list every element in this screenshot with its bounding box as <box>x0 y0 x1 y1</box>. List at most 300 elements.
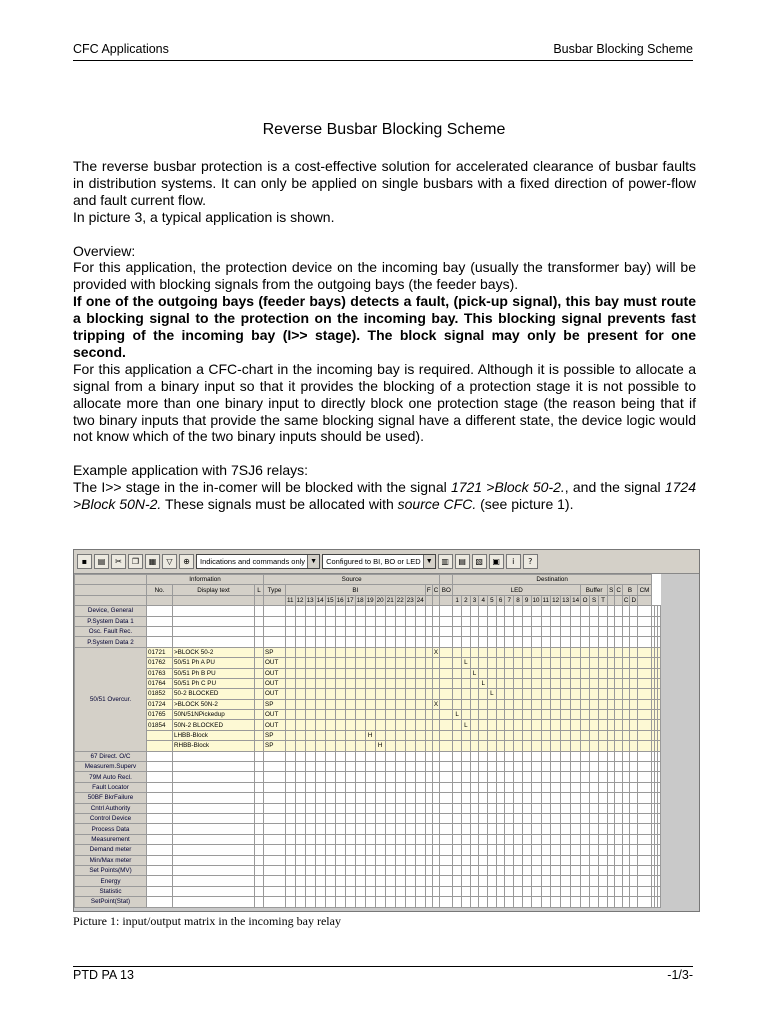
header-led-col: 9 <box>522 595 531 605</box>
matrix-cell <box>315 845 325 855</box>
matrix-cell <box>541 803 551 813</box>
matrix-cell <box>453 793 462 803</box>
header-led-col: 10 <box>532 596 540 604</box>
matrix-cell <box>453 762 462 772</box>
matrix-cell <box>315 710 325 720</box>
header-bi-col: 20 <box>376 596 384 604</box>
matrix-cell <box>615 813 623 823</box>
matrix-cell <box>630 886 638 896</box>
matrix-cell <box>514 678 523 688</box>
matrix-cell <box>147 834 173 844</box>
matrix-cell <box>496 689 505 699</box>
matrix-cell <box>581 658 590 668</box>
matrix-cell <box>385 637 395 647</box>
matrix-cell <box>432 845 440 855</box>
matrix-cell <box>514 886 523 896</box>
matrix-cell <box>658 616 661 626</box>
matrix-cell <box>147 606 173 616</box>
cut-icon[interactable]: ✂ <box>111 554 126 569</box>
matrix-cell <box>522 865 531 875</box>
matrix-cell <box>355 865 365 875</box>
matrix-cell <box>571 689 581 699</box>
matrix-cell <box>264 855 286 865</box>
matrix-cell <box>608 772 615 782</box>
matrix-cell <box>496 751 505 761</box>
header-led-col: 6 <box>496 595 505 605</box>
matrix-cell <box>541 689 551 699</box>
matrix-cell <box>255 803 264 813</box>
matrix-cell <box>432 772 440 782</box>
matrix-cell <box>551 699 561 709</box>
matrix-cell <box>630 793 638 803</box>
matrix-cell <box>622 813 630 823</box>
matrix-cell <box>470 710 479 720</box>
matrix-cell <box>375 813 385 823</box>
matrix-cell <box>385 886 395 896</box>
matrix-cell <box>173 803 255 813</box>
matrix-cell <box>173 855 255 865</box>
matrix-cell <box>638 865 652 875</box>
matrix-cell <box>522 824 531 834</box>
paste-icon[interactable]: ▦ <box>145 554 160 569</box>
matrix-cell <box>305 751 315 761</box>
matrix-cell <box>581 626 590 636</box>
configured-select[interactable]: Configured to BI, BO or LED ▼ <box>322 554 436 569</box>
matrix-cell <box>395 782 405 792</box>
matrix-cell <box>147 813 173 823</box>
matrix-cell <box>325 762 335 772</box>
matrix-cell <box>479 897 488 907</box>
matrix-cell <box>440 668 453 678</box>
matrix-cell <box>440 824 453 834</box>
matrix-cell <box>462 616 471 626</box>
matrix-cell <box>462 710 471 720</box>
matrix-cell <box>590 876 599 886</box>
table-icon[interactable]: ▤ <box>455 554 470 569</box>
header-led-col: 13 <box>562 596 570 604</box>
header-led-col: 1 <box>453 595 462 605</box>
matrix-cell <box>496 720 505 730</box>
matrix-cell <box>479 845 488 855</box>
matrix-cell <box>264 793 286 803</box>
matrix-cell <box>345 865 355 875</box>
matrix-cell <box>440 678 453 688</box>
matrix-cell <box>581 699 590 709</box>
matrix-cell <box>395 710 405 720</box>
matrix-cell <box>295 897 305 907</box>
matrix-cell <box>496 845 505 855</box>
matrix-cell <box>551 678 561 688</box>
matrix-cell <box>335 720 345 730</box>
matrix-cell <box>658 834 661 844</box>
signal-type: OUT <box>264 678 286 688</box>
print-icon[interactable]: ▤ <box>94 554 109 569</box>
matrix-cell: L <box>479 678 488 688</box>
matrix-cell <box>286 813 296 823</box>
matrix-cell <box>286 865 296 875</box>
matrix-cell <box>488 606 497 616</box>
indications-select[interactable]: Indications and commands only ▼ <box>196 554 320 569</box>
header-bi-col: 12 <box>296 596 304 604</box>
matrix-cell <box>615 886 623 896</box>
matrix-cell <box>581 865 590 875</box>
matrix-cell <box>608 897 615 907</box>
matrix-cell <box>325 658 335 668</box>
matrix-cell <box>173 845 255 855</box>
matrix-cell <box>375 803 385 813</box>
header-bi-col: 23 <box>406 596 414 604</box>
matrix-cell <box>425 824 432 834</box>
matrix-cell <box>415 782 425 792</box>
matrix-cell <box>496 897 505 907</box>
matrix-cell <box>453 668 462 678</box>
matrix-cell <box>599 824 608 834</box>
matrix-cell <box>571 772 581 782</box>
matrix-cell <box>286 824 296 834</box>
matrix-cell <box>581 606 590 616</box>
matrix-cell <box>622 637 630 647</box>
matrix-cell <box>571 855 581 865</box>
matrix-cell <box>355 751 365 761</box>
matrix-cell <box>173 626 255 636</box>
matrix-cell <box>599 813 608 823</box>
matrix-cell <box>599 710 608 720</box>
properties-icon[interactable]: ▣ <box>489 554 504 569</box>
matrix-cell <box>453 616 462 626</box>
matrix-cell <box>415 855 425 865</box>
matrix-cell <box>147 793 173 803</box>
matrix-cell <box>415 606 425 616</box>
matrix-cell <box>479 626 488 636</box>
matrix-cell <box>630 782 638 792</box>
matrix-cell <box>355 803 365 813</box>
matrix-cell <box>496 678 505 688</box>
matrix-cell <box>638 720 652 730</box>
matrix-cell <box>325 678 335 688</box>
matrix-cell <box>453 876 462 886</box>
matrix-cell <box>470 834 479 844</box>
matrix-cell <box>531 616 541 626</box>
matrix-cell <box>551 606 561 616</box>
matrix-cell <box>315 741 325 751</box>
matrix-cell <box>173 637 255 647</box>
matrix-cell <box>505 886 514 896</box>
matrix-cell <box>325 751 335 761</box>
matrix-cell <box>315 658 325 668</box>
grid-icon[interactable]: ▥ <box>438 554 453 569</box>
matrix-cell <box>432 626 440 636</box>
matrix-cell <box>470 751 479 761</box>
matrix-cell <box>522 751 531 761</box>
header-blank <box>255 595 264 605</box>
matrix-cell <box>286 803 296 813</box>
matrix-cell <box>551 751 561 761</box>
matrix-cell <box>488 845 497 855</box>
matrix-cell <box>514 834 523 844</box>
matrix-cell <box>505 813 514 823</box>
matrix-cell <box>385 606 395 616</box>
matrix-cell <box>415 813 425 823</box>
filter-icon[interactable]: ▽ <box>162 554 177 569</box>
matrix-cell <box>590 803 599 813</box>
matrix-cell <box>375 855 385 865</box>
matrix-cell <box>395 772 405 782</box>
signal-l <box>255 658 264 668</box>
matrix-cell <box>551 710 561 720</box>
matrix-cell <box>541 813 551 823</box>
signal-display-text: 50/51 Ph C PU <box>173 678 255 688</box>
matrix-cell <box>505 668 514 678</box>
matrix-cell <box>264 824 286 834</box>
matrix-cell <box>375 606 385 616</box>
matrix-cell <box>479 658 488 668</box>
matrix-cell <box>514 699 523 709</box>
matrix-cell <box>514 876 523 886</box>
matrix-cell <box>335 803 345 813</box>
matrix-cell <box>462 876 471 886</box>
matrix-cell <box>571 678 581 688</box>
matrix-cell <box>615 616 623 626</box>
matrix-cell <box>365 710 375 720</box>
matrix-cell <box>432 606 440 616</box>
matrix-cell <box>415 793 425 803</box>
save-icon[interactable]: ▪ <box>77 554 92 569</box>
matrix-cell <box>630 855 638 865</box>
matrix-cell <box>345 699 355 709</box>
matrix-cell <box>432 876 440 886</box>
matrix-cell: L <box>462 658 471 668</box>
matrix-cell <box>608 886 615 896</box>
matrix-cell <box>622 824 630 834</box>
matrix-cell <box>638 855 652 865</box>
matrix-cell <box>599 751 608 761</box>
matrix-cell <box>315 865 325 875</box>
matrix-cell <box>581 647 590 657</box>
matrix-cell <box>479 782 488 792</box>
matrix-cell <box>425 606 432 616</box>
matrix-cell <box>658 730 661 740</box>
matrix-cell <box>425 865 432 875</box>
columns-icon[interactable]: ▧ <box>472 554 487 569</box>
matrix-cell <box>615 606 623 616</box>
matrix-cell <box>405 741 415 751</box>
matrix-cell <box>365 751 375 761</box>
info-icon[interactable]: i <box>506 554 521 569</box>
group-label: Demand meter <box>75 845 147 855</box>
matrix-cell <box>173 616 255 626</box>
matrix-cell <box>375 658 385 668</box>
matrix-cell <box>531 855 541 865</box>
matrix-cell <box>395 637 405 647</box>
matrix-cell <box>375 876 385 886</box>
matrix-cell <box>425 720 432 730</box>
matrix-cell <box>425 626 432 636</box>
matrix-cell <box>325 855 335 865</box>
matrix-cell <box>375 886 385 896</box>
signal-l <box>255 730 264 740</box>
matrix-cell <box>541 606 551 616</box>
paragraph-cfc: For this application a CFC-chart in the incoming bay is required. Although it is possible to allocate a signal from a binary input so that it provides the blocking of a protection stage it is not possible to allocate more than one binary input to directly block one protection stage (the reason being that if two binary inputs that provide the same blocking signal have a different state, the device logic would not know which of the two binary inputs should be used). <box>73 360 696 445</box>
matrix-cell <box>385 772 395 782</box>
matrix-cell <box>590 865 599 875</box>
matrix-cell <box>658 865 661 875</box>
matrix-cell <box>365 616 375 626</box>
matrix-cell <box>608 699 615 709</box>
matrix-cell <box>286 647 296 657</box>
matrix-cell <box>638 616 652 626</box>
matrix-cell <box>305 793 315 803</box>
zoom-icon[interactable]: ⊕ <box>179 554 194 569</box>
signal-l <box>255 678 264 688</box>
matrix-cell <box>488 730 497 740</box>
matrix-cell <box>571 803 581 813</box>
matrix-cell <box>658 710 661 720</box>
matrix-cell <box>345 782 355 792</box>
matrix-cell <box>440 803 453 813</box>
matrix-cell <box>453 813 462 823</box>
signal-number: 01762 <box>147 658 173 668</box>
matrix-cell <box>470 699 479 709</box>
matrix-cell <box>479 720 488 730</box>
matrix-cell <box>295 876 305 886</box>
matrix-cell <box>365 803 375 813</box>
header-cd-col: C <box>623 596 629 604</box>
matrix-cell <box>415 699 425 709</box>
matrix-cell <box>355 710 365 720</box>
matrix-cell <box>522 699 531 709</box>
matrix-cell <box>440 762 453 772</box>
matrix-cell <box>355 834 365 844</box>
matrix-cell <box>470 813 479 823</box>
matrix-cell <box>365 606 375 616</box>
matrix-cell <box>432 720 440 730</box>
matrix-cell <box>295 606 305 616</box>
matrix-cell <box>638 886 652 896</box>
header-bi-col: 15 <box>326 596 334 604</box>
matrix-cell <box>479 824 488 834</box>
matrix-cell <box>315 886 325 896</box>
header-cd-col: D <box>631 596 636 604</box>
matrix-cell <box>462 824 471 834</box>
matrix-cell <box>255 616 264 626</box>
matrix-cell <box>488 886 497 896</box>
io-matrix-table <box>74 574 661 908</box>
matrix-cell <box>395 658 405 668</box>
matrix-cell <box>658 678 661 688</box>
matrix-cell <box>315 720 325 730</box>
matrix-cell <box>440 626 453 636</box>
matrix-cell <box>551 813 561 823</box>
matrix-cell <box>255 886 264 896</box>
matrix-cell <box>590 845 599 855</box>
matrix-cell <box>415 637 425 647</box>
matrix-cell <box>541 855 551 865</box>
matrix-cell <box>590 689 599 699</box>
matrix-cell <box>514 897 523 907</box>
matrix-cell <box>432 637 440 647</box>
matrix-cell <box>622 886 630 896</box>
matrix-cell <box>599 689 608 699</box>
matrix-cell <box>581 710 590 720</box>
matrix-cell <box>453 678 462 688</box>
matrix-cell <box>425 762 432 772</box>
matrix-cell <box>395 886 405 896</box>
matrix-cell <box>599 741 608 751</box>
matrix-cell <box>295 824 305 834</box>
matrix-cell <box>615 762 623 772</box>
matrix-cell <box>440 876 453 886</box>
matrix-cell <box>315 855 325 865</box>
matrix-cell <box>488 678 497 688</box>
matrix-cell <box>335 606 345 616</box>
matrix-cell <box>608 845 615 855</box>
signal-type: OUT <box>264 720 286 730</box>
matrix-cell <box>365 834 375 844</box>
matrix-cell <box>496 710 505 720</box>
matrix-cell <box>630 689 638 699</box>
matrix-cell <box>147 751 173 761</box>
header-c: C <box>433 586 439 594</box>
matrix-cell <box>630 678 638 688</box>
matrix-cell <box>496 606 505 616</box>
matrix-cell <box>615 689 623 699</box>
matrix-cell <box>453 647 462 657</box>
matrix-cell <box>375 710 385 720</box>
matrix-cell <box>615 897 623 907</box>
matrix-cell <box>295 730 305 740</box>
page-footer <box>73 966 693 984</box>
matrix-cell <box>325 772 335 782</box>
matrix-cell <box>415 616 425 626</box>
matrix-cell <box>590 647 599 657</box>
matrix-cell <box>315 699 325 709</box>
matrix-cell <box>335 730 345 740</box>
matrix-cell: H <box>375 741 385 751</box>
matrix-cell <box>561 668 571 678</box>
signal-l <box>255 741 264 751</box>
copy-icon[interactable]: ❐ <box>128 554 143 569</box>
matrix-cell <box>345 897 355 907</box>
matrix-cell <box>522 730 531 740</box>
matrix-corner <box>75 575 147 585</box>
matrix-cell <box>462 834 471 844</box>
matrix-cell <box>415 834 425 844</box>
matrix-cell <box>638 813 652 823</box>
matrix-cell <box>514 741 523 751</box>
matrix-cell <box>630 741 638 751</box>
matrix-cell <box>365 699 375 709</box>
matrix-cell <box>658 886 661 896</box>
matrix-cell <box>355 793 365 803</box>
matrix-cell <box>315 751 325 761</box>
matrix-cell <box>615 782 623 792</box>
matrix-cell <box>608 710 615 720</box>
matrix-cell <box>638 834 652 844</box>
matrix-cell <box>315 834 325 844</box>
matrix-cell <box>325 626 335 636</box>
matrix-cell <box>395 606 405 616</box>
matrix-cell <box>395 813 405 823</box>
matrix-cell <box>514 762 523 772</box>
header-no: No. <box>147 585 173 595</box>
matrix-cell <box>385 793 395 803</box>
matrix-cell <box>325 876 335 886</box>
figure-caption: Picture 1: input/output matrix in the incoming bay relay <box>73 914 341 928</box>
matrix-cell <box>305 897 315 907</box>
matrix-cell <box>345 803 355 813</box>
help-icon[interactable]: ? <box>523 554 538 569</box>
matrix-cell <box>658 751 661 761</box>
